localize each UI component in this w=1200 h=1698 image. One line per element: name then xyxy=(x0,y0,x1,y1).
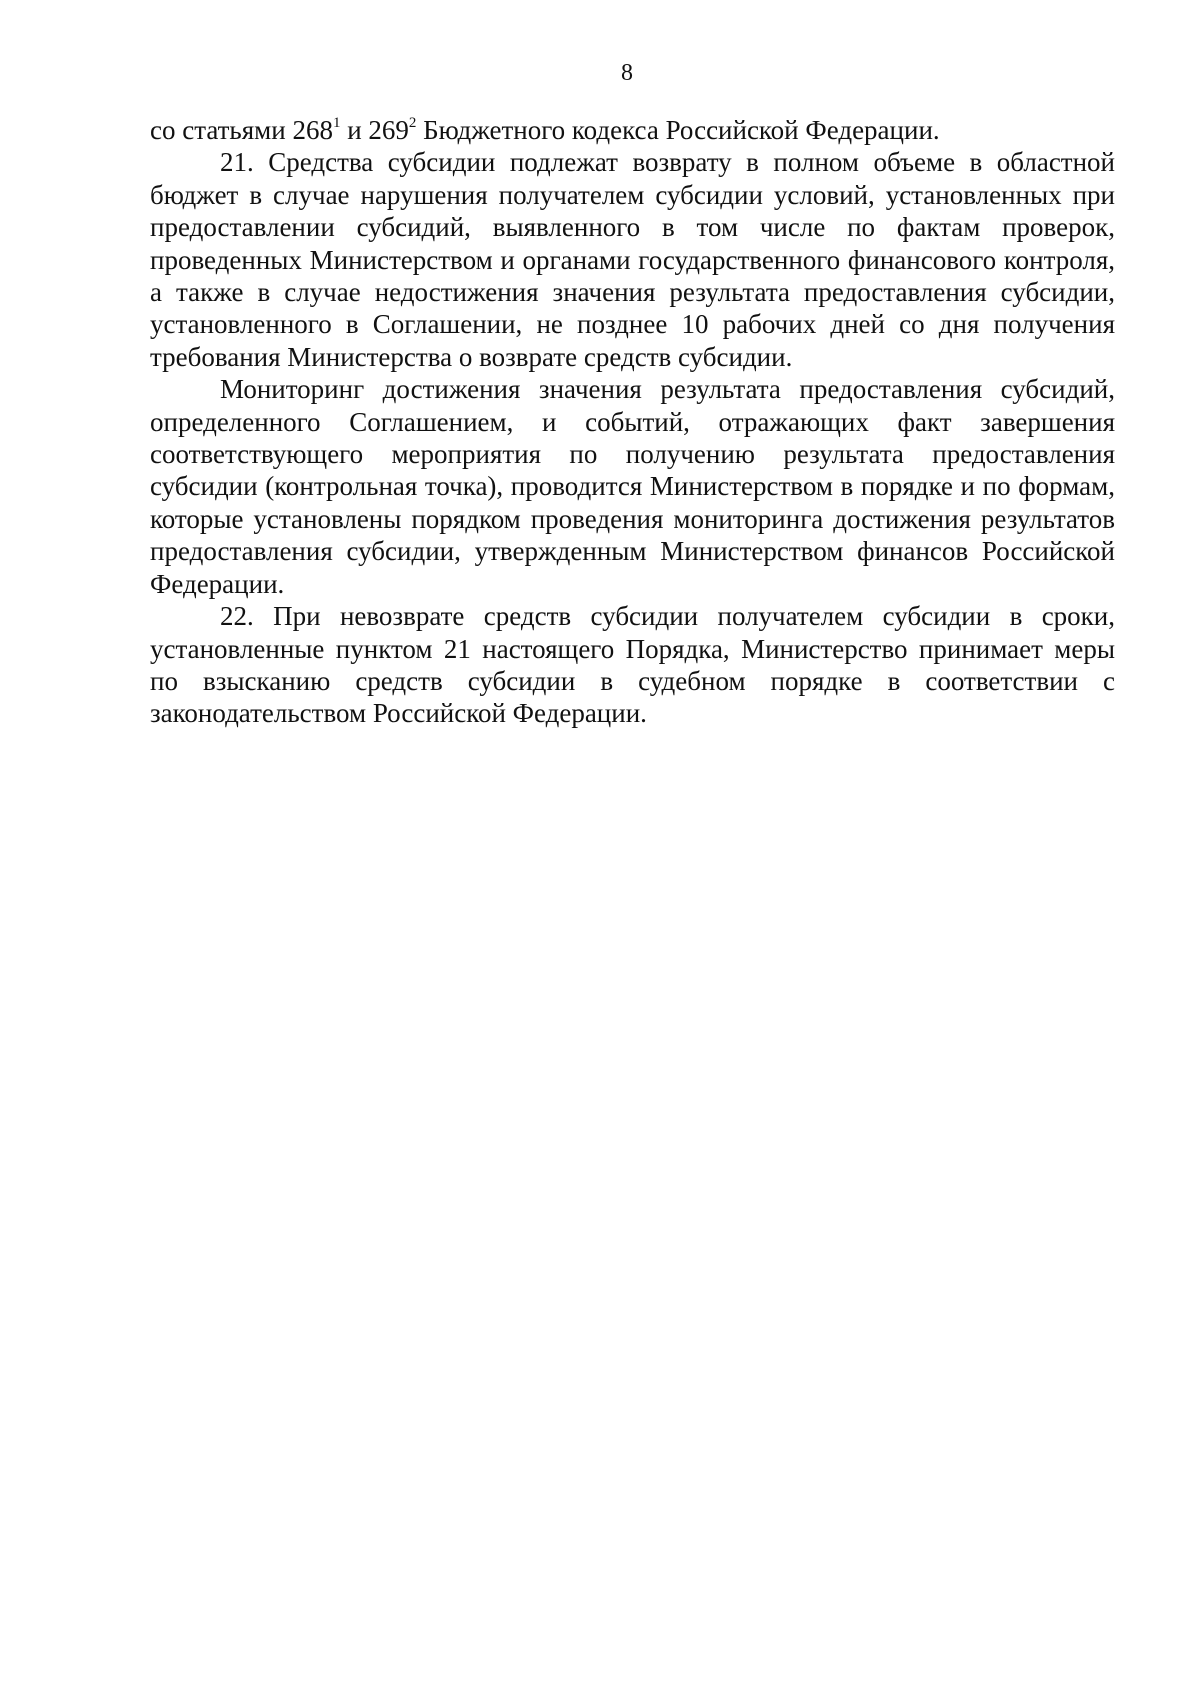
text-segment: Мониторинг достижения значения результата предоставления субсидий, определенного Соглашением, и событий, отражающих факт завершения соответствующего мероприятия по получению результата предоставления субсидии (контрольная точка), проводится Министерством в порядке и по формам, которые установлены порядком проведения мониторинга достижения результатов предоставления субсидии, утвержденным Министерством финансов Российской Федерации. xyxy=(150,374,1115,599)
paragraph-monitoring xyxy=(150,373,1115,600)
text-segment: и 269 xyxy=(340,115,409,145)
text-segment: со статьями 268 xyxy=(150,115,333,145)
superscript-2: 2 xyxy=(408,115,417,131)
document-body xyxy=(150,114,1115,730)
paragraph-item-21 xyxy=(150,146,1115,373)
paragraph-item-22 xyxy=(150,600,1115,730)
paragraph-continuation xyxy=(150,114,1115,146)
text-segment: 21. Средства субсидии подлежат возврату в полном объеме в областной бюджет в случае нарушения получателем субсидии условий, установленных при предоставлении субсидий, выявленного в том числе по фактам проверок, проведенных Министерством и органами государственного финансового контроля, а также в случае недостижения значения результата предоставления субсидии, установленного в Соглашении, не позднее 10 рабочих дней со дня получения требования Министерства о возврате средств субсидии. xyxy=(150,147,1115,372)
text-segment: Бюджетного кодекса Российской Федерации. xyxy=(416,115,940,145)
text-segment: 22. При невозврате средств субсидии получателем субсидии в сроки, установленные пунктом 21 настоящего Порядка, Министерство принимает меры по взысканию средств субсидии в судебном порядке в соответствии с законодательством Российской Федерации. xyxy=(150,601,1115,729)
superscript-1: 1 xyxy=(332,115,341,131)
page-number: 8 xyxy=(621,60,633,86)
